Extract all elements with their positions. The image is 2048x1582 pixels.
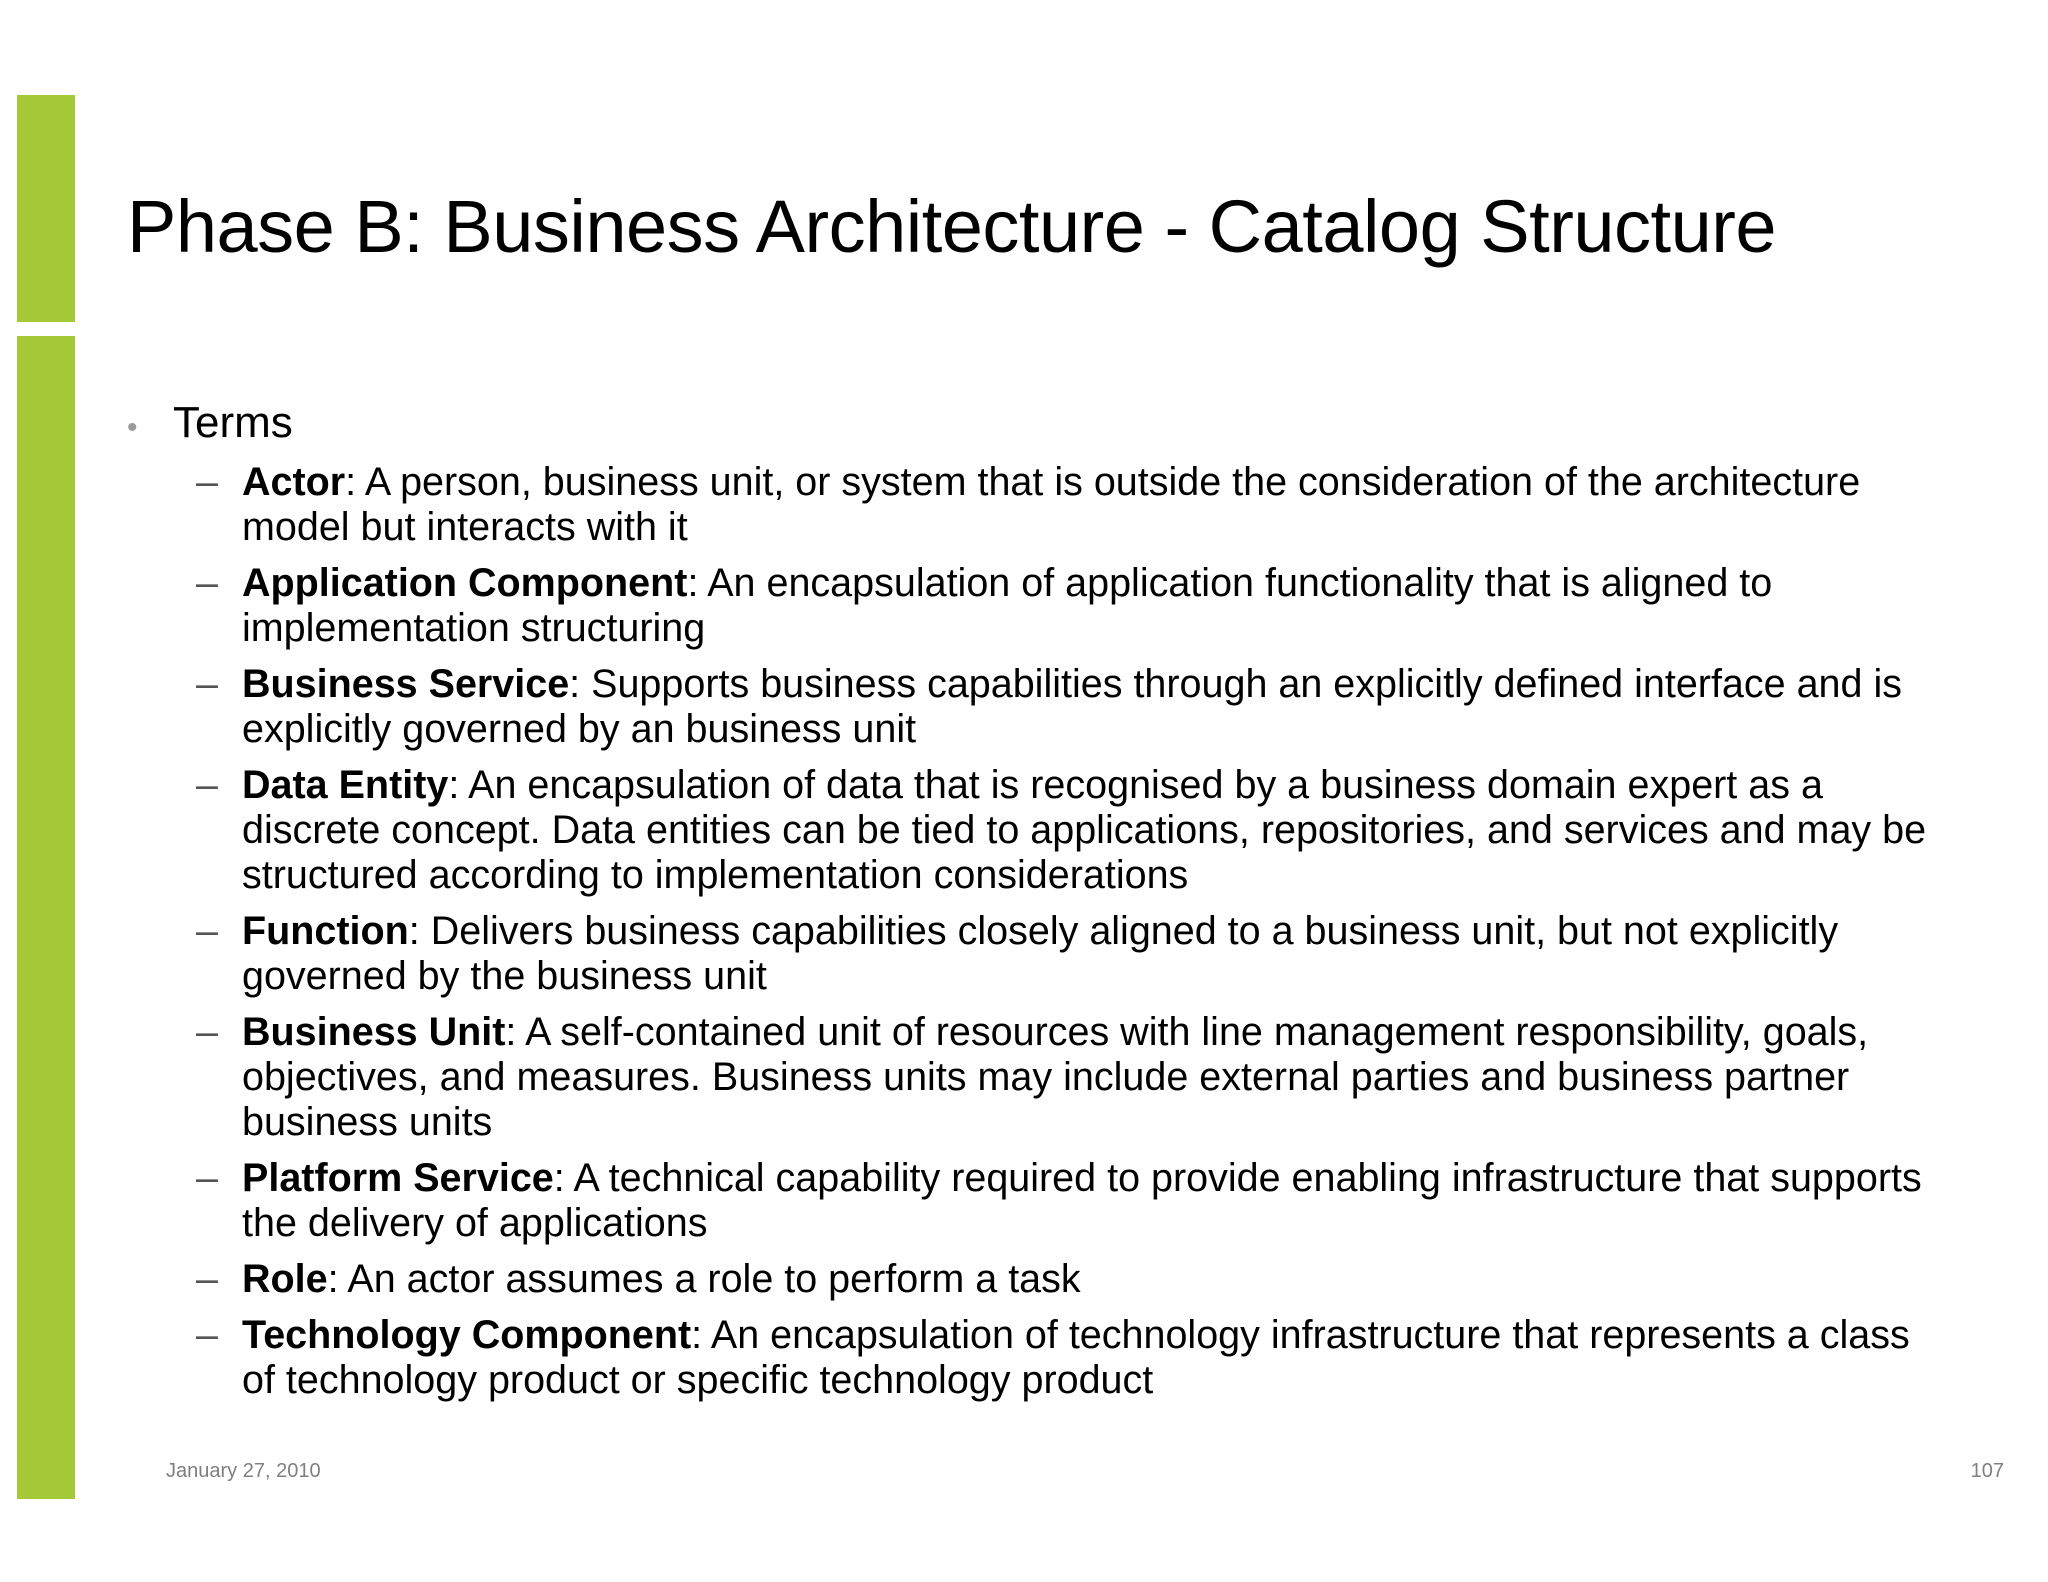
bullet-icon: • <box>127 411 138 444</box>
term-item <box>196 1010 1936 1145</box>
term-name: Data Entity <box>242 763 449 807</box>
term-item <box>196 909 1936 999</box>
dash-icon: – <box>196 1313 218 1357</box>
term-definition: : An actor assumes a role to perform a task <box>327 1257 1081 1301</box>
term-name: Application Component <box>242 561 688 605</box>
dash-icon: – <box>196 662 218 706</box>
dash-icon: – <box>196 561 218 605</box>
term-text <box>242 763 1936 898</box>
term-definition: : Supports business capabilities through an explicitly defined interface and is explicitly governed by an business unit <box>242 662 1902 751</box>
term-text <box>242 1313 1936 1403</box>
term-item <box>196 662 1936 752</box>
term-name: Business Service <box>242 662 570 706</box>
term-text <box>242 909 1936 999</box>
term-name: Function <box>242 909 409 953</box>
term-item <box>196 1257 1936 1302</box>
slide-title: Phase B: Business Architecture - Catalog Structure <box>127 185 1777 268</box>
footer-date: January 27, 2010 <box>166 1460 321 1482</box>
term-definition: : A person, business unit, or system that is outside the consideration of the architecture model but interacts with it <box>242 460 1861 549</box>
term-definition: : An encapsulation of technology infrastructure that represents a class of technology product or specific technology product <box>242 1313 1910 1402</box>
dash-icon: – <box>196 1156 218 1200</box>
term-definition: : An encapsulation of application functionality that is aligned to implementation structuring <box>242 561 1773 650</box>
page-number: 107 <box>1970 1460 2004 1482</box>
bullet-label: Terms <box>173 398 293 447</box>
term-item <box>196 460 1936 550</box>
term-item <box>196 561 1936 651</box>
dash-icon: – <box>196 763 218 807</box>
term-name: Role <box>242 1257 328 1301</box>
term-definition: : A self-contained unit of resources with line management responsibility, goals, objectives, and measures. Business units may include external parties and business partner business units <box>242 1010 1869 1144</box>
dash-icon: – <box>196 1257 218 1301</box>
term-definition: : An encapsulation of data that is recognised by a business domain expert as a discrete concept. Data entities can be tied to applications, repositories, and services and may be structured according to implementation considerations <box>242 763 1927 897</box>
accent-bar-bottom <box>17 336 75 1499</box>
term-text <box>242 1010 1936 1145</box>
dash-icon: – <box>196 460 218 504</box>
terms-list <box>196 460 1936 1414</box>
bullet-terms <box>127 398 293 448</box>
term-definition: : A technical capability required to provide enabling infrastructure that supports the delivery of applications <box>242 1156 1922 1245</box>
term-text <box>242 1257 1936 1302</box>
term-name: Technology Component <box>242 1313 692 1357</box>
term-text <box>242 561 1936 651</box>
term-item <box>196 1156 1936 1246</box>
term-text <box>242 460 1936 550</box>
term-name: Platform Service <box>242 1156 554 1200</box>
dash-icon: – <box>196 1010 218 1054</box>
term-name: Business Unit <box>242 1010 506 1054</box>
term-item <box>196 763 1936 898</box>
dash-icon: – <box>196 909 218 953</box>
term-text <box>242 1156 1936 1246</box>
term-text <box>242 662 1936 752</box>
term-definition: : Delivers business capabilities closely aligned to a business unit, but not explicitly governed by the business unit <box>242 909 1839 998</box>
term-item <box>196 1313 1936 1403</box>
accent-bar-top <box>17 95 75 322</box>
term-name: Actor <box>242 460 346 504</box>
